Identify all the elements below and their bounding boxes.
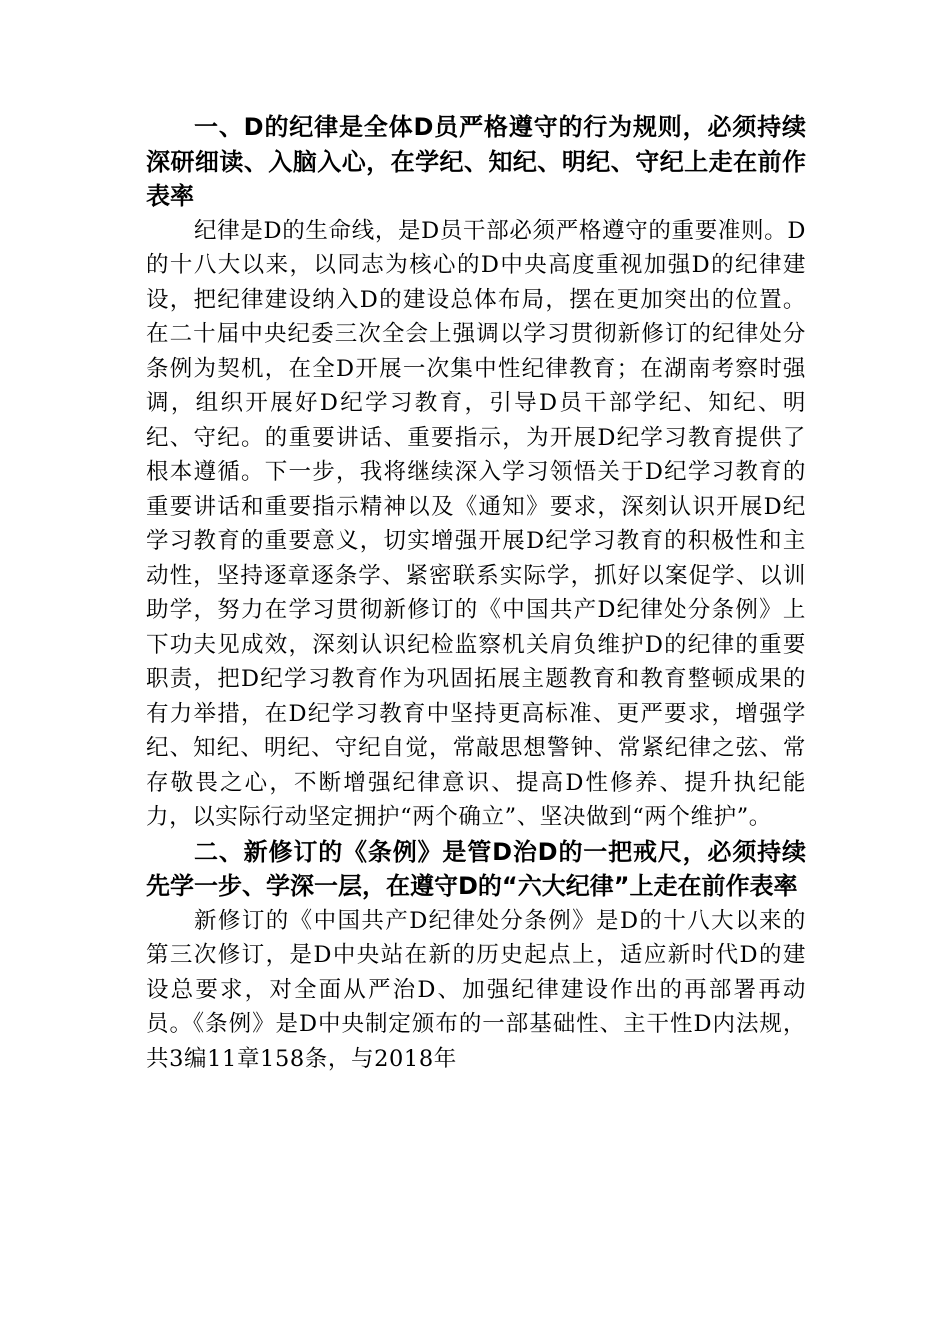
section-1-paragraph: 纪律是D的生命线，是D员干部必须严格遵守的重要准则。D的十八大以来，以同志为核心的D中央高度重视加强D的纪律建设，把纪律建设纳入D的建设总体布局，摆在更加突出的位置。在二十届中央纪委三次全会上强调以学习贯彻新修订的纪律处分条例为契机，在全D开展一次集中性纪律教育；在湖南考察时强调，组织开展好D纪学习教育，引导D员干部学纪、知纪、明纪、守纪。的重要讲话、重要指示，为开展D纪学习教育提供了根本遵循。下一步，我将继续深入学习领悟关于D纪学习教育的重要讲话和重要指示精神以及《通知》要求，深刻认识开展D纪学习教育的重要意义，切实增强开展D纪学习教育的积极性和主动性，坚持逐章逐条学、紧密联系实际学，抓好以案促学、以训助学，努力在学习贯彻新修订的《中国共产D纪律处分条例》上下功夫见成效，深刻认识纪检监察机关肩负维护D的纪律的重要职责，把D纪学习教育作为巩固拓展主题教育和教育整顿成果的有力举措，在D纪学习教育中坚持更高标准、更严要求，增强学纪、知纪、明纪、守纪自觉，常敲思想警钟、常紧纪律之弦、常存敬畏之心，不断增强纪律意识、提高D性修养、提升执纪能力，以实际行动坚定拥护“两个确立”、坚决做到“两个维护”。 <box>146 217 806 830</box>
section-1-heading: 一、D的纪律是全体D员严格遵守的行为规则，必须持续深研细读、入脑入心，在学纪、知纪、明纪、守纪上走在前作表率 <box>146 113 806 210</box>
document-body <box>146 110 806 1076</box>
section-2-paragraph: 新修订的《中国共产D纪律处分条例》是D的十八大以来的第三次修订，是D中央站在新的历史起点上，适应新时代D的建设总要求，对全面从严治D、加强纪律建设作出的再部署再动员。《条例》是D中央制定颁布的一部基础性、主干性D内法规，共3编11章158条，与2018年 <box>146 907 806 1072</box>
section-2-heading: 二、新修订的《条例》是管D治D的一把戒尺，必须持续先学一步、学深一层，在遵守D的“六大纪律”上走在前作表率 <box>146 837 806 900</box>
